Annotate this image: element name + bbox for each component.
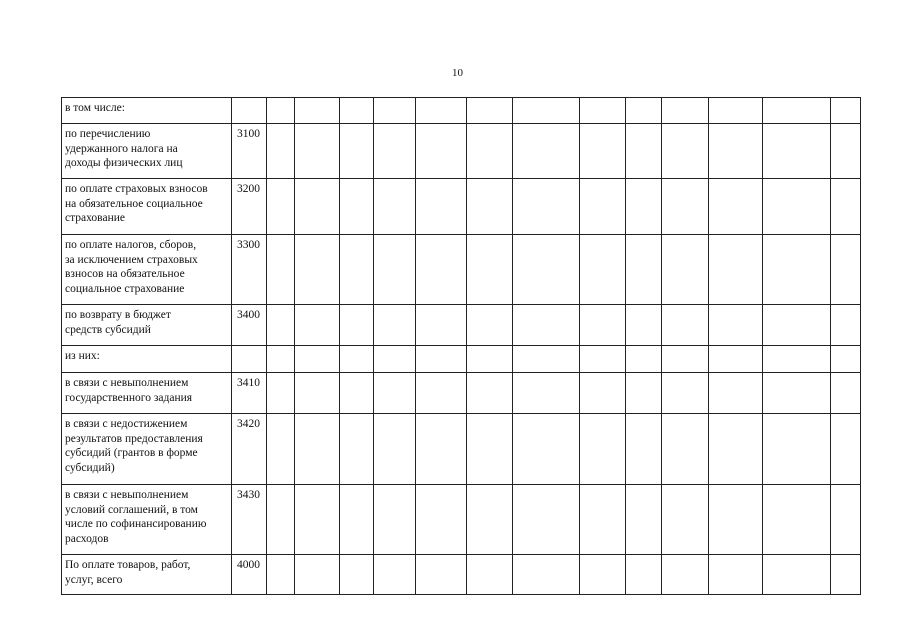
row-label: по перечислению удержанного налога на доходы физических лиц xyxy=(62,124,232,179)
value-cell xyxy=(267,346,295,373)
value-cell xyxy=(580,485,626,555)
value-cell xyxy=(513,235,580,305)
value-cell xyxy=(580,414,626,485)
row-label: По оплате товаров, работ, услуг, всего xyxy=(62,555,232,595)
value-cell xyxy=(416,98,467,124)
value-cell xyxy=(662,179,709,235)
value-cell xyxy=(626,235,662,305)
value-cell xyxy=(709,346,763,373)
value-cell xyxy=(467,235,513,305)
value-cell xyxy=(662,346,709,373)
value-cell xyxy=(340,373,374,414)
value-cell xyxy=(580,346,626,373)
value-cell xyxy=(467,555,513,595)
value-cell xyxy=(416,485,467,555)
value-cell xyxy=(763,555,831,595)
value-cell xyxy=(763,98,831,124)
value-cell xyxy=(662,485,709,555)
value-cell xyxy=(467,414,513,485)
value-cell xyxy=(626,346,662,373)
value-cell xyxy=(416,555,467,595)
value-cell xyxy=(513,179,580,235)
value-cell xyxy=(295,124,340,179)
value-cell xyxy=(340,346,374,373)
value-cell xyxy=(580,235,626,305)
row-code: 3300 xyxy=(232,235,267,305)
value-cell xyxy=(580,98,626,124)
value-cell xyxy=(580,305,626,346)
value-cell xyxy=(709,179,763,235)
value-cell xyxy=(467,485,513,555)
value-cell xyxy=(831,485,861,555)
value-cell xyxy=(662,555,709,595)
table-row xyxy=(62,179,861,235)
value-cell xyxy=(467,373,513,414)
value-cell xyxy=(267,414,295,485)
value-cell xyxy=(626,179,662,235)
row-code: 3410 xyxy=(232,373,267,414)
value-cell xyxy=(513,373,580,414)
value-cell xyxy=(340,124,374,179)
page-number: 10 xyxy=(452,67,463,79)
value-cell xyxy=(831,235,861,305)
value-cell xyxy=(374,373,416,414)
value-cell xyxy=(662,98,709,124)
value-cell xyxy=(626,98,662,124)
value-cell xyxy=(831,124,861,179)
value-cell xyxy=(416,235,467,305)
table-row xyxy=(62,305,861,346)
table-row xyxy=(62,346,861,373)
report-table xyxy=(61,97,861,595)
value-cell xyxy=(513,346,580,373)
row-code xyxy=(232,346,267,373)
value-cell xyxy=(467,305,513,346)
table-row xyxy=(62,414,861,485)
value-cell xyxy=(763,305,831,346)
value-cell xyxy=(831,305,861,346)
value-cell xyxy=(580,124,626,179)
value-cell xyxy=(831,373,861,414)
value-cell xyxy=(267,555,295,595)
value-cell xyxy=(763,485,831,555)
value-cell xyxy=(374,555,416,595)
value-cell xyxy=(626,373,662,414)
value-cell xyxy=(709,305,763,346)
value-cell xyxy=(831,555,861,595)
value-cell xyxy=(662,373,709,414)
value-cell xyxy=(267,305,295,346)
row-code: 3400 xyxy=(232,305,267,346)
value-cell xyxy=(831,346,861,373)
value-cell xyxy=(763,346,831,373)
value-cell xyxy=(267,98,295,124)
value-cell xyxy=(340,555,374,595)
value-cell xyxy=(295,98,340,124)
row-label: в связи с недостижением результатов предоставления субсидий (грантов в форме субсидий) xyxy=(62,414,232,485)
value-cell xyxy=(709,124,763,179)
value-cell xyxy=(340,305,374,346)
value-cell xyxy=(513,555,580,595)
value-cell xyxy=(513,98,580,124)
value-cell xyxy=(513,485,580,555)
value-cell xyxy=(709,235,763,305)
row-code: 3430 xyxy=(232,485,267,555)
value-cell xyxy=(416,179,467,235)
value-cell xyxy=(763,179,831,235)
value-cell xyxy=(374,346,416,373)
value-cell xyxy=(763,235,831,305)
row-label: в связи с невыполнением условий соглашений, в том числе по софинансированию расходов xyxy=(62,485,232,555)
value-cell xyxy=(626,124,662,179)
value-cell xyxy=(626,305,662,346)
value-cell xyxy=(295,555,340,595)
value-cell xyxy=(295,373,340,414)
table-row xyxy=(62,124,861,179)
value-cell xyxy=(763,124,831,179)
value-cell xyxy=(295,235,340,305)
value-cell xyxy=(267,485,295,555)
value-cell xyxy=(709,373,763,414)
value-cell xyxy=(267,235,295,305)
value-cell xyxy=(295,346,340,373)
value-cell xyxy=(467,98,513,124)
value-cell xyxy=(295,179,340,235)
value-cell xyxy=(467,124,513,179)
row-label: из них: xyxy=(62,346,232,373)
row-label: в том числе: xyxy=(62,98,232,124)
value-cell xyxy=(340,414,374,485)
value-cell xyxy=(662,305,709,346)
row-code: 3420 xyxy=(232,414,267,485)
table-row xyxy=(62,235,861,305)
value-cell xyxy=(763,373,831,414)
value-cell xyxy=(374,485,416,555)
value-cell xyxy=(340,235,374,305)
value-cell xyxy=(831,98,861,124)
value-cell xyxy=(374,235,416,305)
value-cell xyxy=(580,373,626,414)
table-row xyxy=(62,373,861,414)
value-cell xyxy=(340,98,374,124)
row-code: 4000 xyxy=(232,555,267,595)
row-label: в связи с невыполнением государственного задания xyxy=(62,373,232,414)
value-cell xyxy=(626,555,662,595)
value-cell xyxy=(662,235,709,305)
row-code xyxy=(232,98,267,124)
value-cell xyxy=(626,485,662,555)
value-cell xyxy=(416,305,467,346)
value-cell xyxy=(416,373,467,414)
value-cell xyxy=(831,414,861,485)
value-cell xyxy=(513,414,580,485)
value-cell xyxy=(467,346,513,373)
value-cell xyxy=(340,179,374,235)
value-cell xyxy=(709,414,763,485)
value-cell xyxy=(295,414,340,485)
value-cell xyxy=(374,414,416,485)
value-cell xyxy=(709,98,763,124)
value-cell xyxy=(626,414,662,485)
value-cell xyxy=(374,98,416,124)
table-row xyxy=(62,98,861,124)
value-cell xyxy=(763,414,831,485)
value-cell xyxy=(709,555,763,595)
row-label: по возврату в бюджет средств субсидий xyxy=(62,305,232,346)
value-cell xyxy=(267,124,295,179)
value-cell xyxy=(295,485,340,555)
value-cell xyxy=(662,414,709,485)
value-cell xyxy=(416,414,467,485)
row-code: 3100 xyxy=(232,124,267,179)
value-cell xyxy=(374,305,416,346)
value-cell xyxy=(513,305,580,346)
value-cell xyxy=(831,179,861,235)
value-cell xyxy=(513,124,580,179)
value-cell xyxy=(580,555,626,595)
value-cell xyxy=(416,346,467,373)
row-label: по оплате налогов, сборов, за исключением страховых взносов на обязательное социальное страхование xyxy=(62,235,232,305)
value-cell xyxy=(295,305,340,346)
value-cell xyxy=(709,485,763,555)
value-cell xyxy=(580,179,626,235)
table-row xyxy=(62,555,861,595)
value-cell xyxy=(467,179,513,235)
value-cell xyxy=(267,179,295,235)
table-row xyxy=(62,485,861,555)
value-cell xyxy=(374,179,416,235)
value-cell xyxy=(340,485,374,555)
value-cell xyxy=(267,373,295,414)
value-cell xyxy=(416,124,467,179)
row-label: по оплате страховых взносов на обязательное социальное страхование xyxy=(62,179,232,235)
row-code: 3200 xyxy=(232,179,267,235)
value-cell xyxy=(662,124,709,179)
value-cell xyxy=(374,124,416,179)
